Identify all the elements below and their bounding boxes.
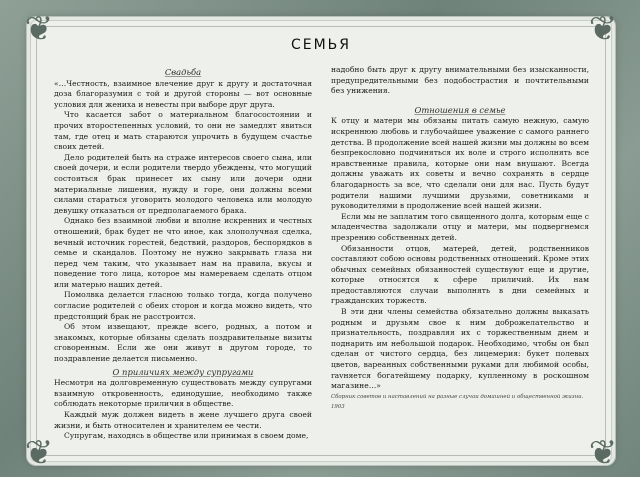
section-heading-wedding: Свадьба	[164, 67, 202, 77]
paragraph: Если мы не заплатим того священного долга, которым еще с младенчества задолжали отцу и матери, мы подвергнемся презрению собственных детей.	[331, 211, 589, 242]
right-column	[331, 65, 589, 413]
section-heading-spouses: О приличиях между супругами	[112, 366, 254, 377]
paragraph: Супругам, находясь в обществе или принимая в своем доме,	[64, 431, 309, 441]
ornamental-frame	[24, 9, 618, 473]
source-citation: Сборник советов и наставлений на разные случаи домашней и общественной жизни. 1903	[331, 393, 584, 411]
corner-ornament-icon: ❦	[588, 433, 618, 473]
paragraph: Дело родителей быть на страже интересов своего сына, или своей дочери, и если родители твердо убеждены, что могущий состояться брак принесет их сыну или дочери одни материальные лишения, нужду и горе, они должны всеми силами стараться уговорить молодого человека или молодую девушку отказаться от предполагаемого брака.	[54, 152, 312, 215]
page-title: СЕМЬЯ	[290, 37, 352, 53]
paragraph: Об этом извещают, прежде всего, родных, а потом и знакомых, которые обязаны сделать поздравительные визиты сговоренным. Если же они живут в другом городе, то поздравление делается письменно.	[54, 322, 312, 364]
section-heading-family: Отношения в семье	[414, 104, 506, 115]
paragraph: Что касается забот о материальном благосостоянии и прочих второстепенных условий, то они не замедлят явиться там, где отец и мать стараются упрочить в будущем счастье своих детей.	[54, 110, 312, 152]
corner-ornament-icon: ❦	[24, 433, 54, 473]
paragraph: «…Честность, взаимное влечение друг к другу и достаточная доза благоразумия с той и другой стороны — вот основные условия для жениха и невесты при выборе друг друга.	[54, 78, 312, 109]
paragraph: Помолвка делается гласною только тогда, когда получено согласие родителей с обеих сторон и когда можно видеть, что предстоящий брак не расстроится.	[54, 290, 312, 321]
paragraph: Обязанности отцов, матерей, детей, родственников составляют собою основы родственных отношений. Кроме этих обычных семейных обязанностей существуют еще и другие, которые относятся к сфере приличий. Их нам предоставляются случаи выполнять в дни семейных и гражданских торжеств.	[331, 243, 589, 306]
corner-ornament-icon: ❦	[24, 9, 54, 49]
paragraph: К отцу и матери мы обязаны питать самую нежную, самую искреннюю любовь и глубочайшее уважение с самого раннего детства. В продолжение всей нашей жизни мы должны во всем безпрекословно подчиняться их воле и строго исполнять все нравственные правила, которые они нам внушают. Всегда должны уважать их советы и вечно сохранять в сердце благодарность за все, что сделали они для нас. Пусть будут родители нашими лучшими друзьями, советниками и руководителями в продолжение всей нашей жизни.	[331, 116, 589, 211]
paragraph: Однако без взаимной любви и вполне искренних и честных отношений, брак будет не что иное, как злополучная сделка, вечный источник горестей, бедствий, раздоров, беспорядков в семье и скандалов. Поэтому не нужно закрывать глаза ни перед чем таким, что указывает нам на правила, вкусы и поведение того лица, которое мы намереваем сделать отцом или матерью наших детей.	[54, 216, 312, 289]
left-column	[54, 65, 312, 442]
corner-ornament-icon: ❦	[588, 9, 618, 49]
paragraph: надобно быть друг к другу внимательными без изысканности, предупредительными без подобострастия и почтительными без унижения.	[331, 65, 589, 96]
paragraph: В эти дни члены семейства обязательно должны выказать родным и друзьям свое к ним доброжелательство и признательность, поздравляя их с торжественным днем и поднарить им небольшой подарок. Необходимо, чтобы он был сделан от чистого сердца, без лицемерия: букет полевых цветов, вареанных собственными руками для любимой особы, ravняется богатейшему подарку, купленному в роскошном магазине…»	[331, 307, 589, 391]
paragraph: Несмотря на долговременную существовать между супругами взаимную откровенность, единодушие, необходимо также соблюдать некоторые приличия в обществе.	[54, 378, 312, 409]
paragraph: Каждый муж должен видеть в жене лучшего друга своей жизни, и быть относителен и хранителем ее чести.	[54, 410, 312, 430]
